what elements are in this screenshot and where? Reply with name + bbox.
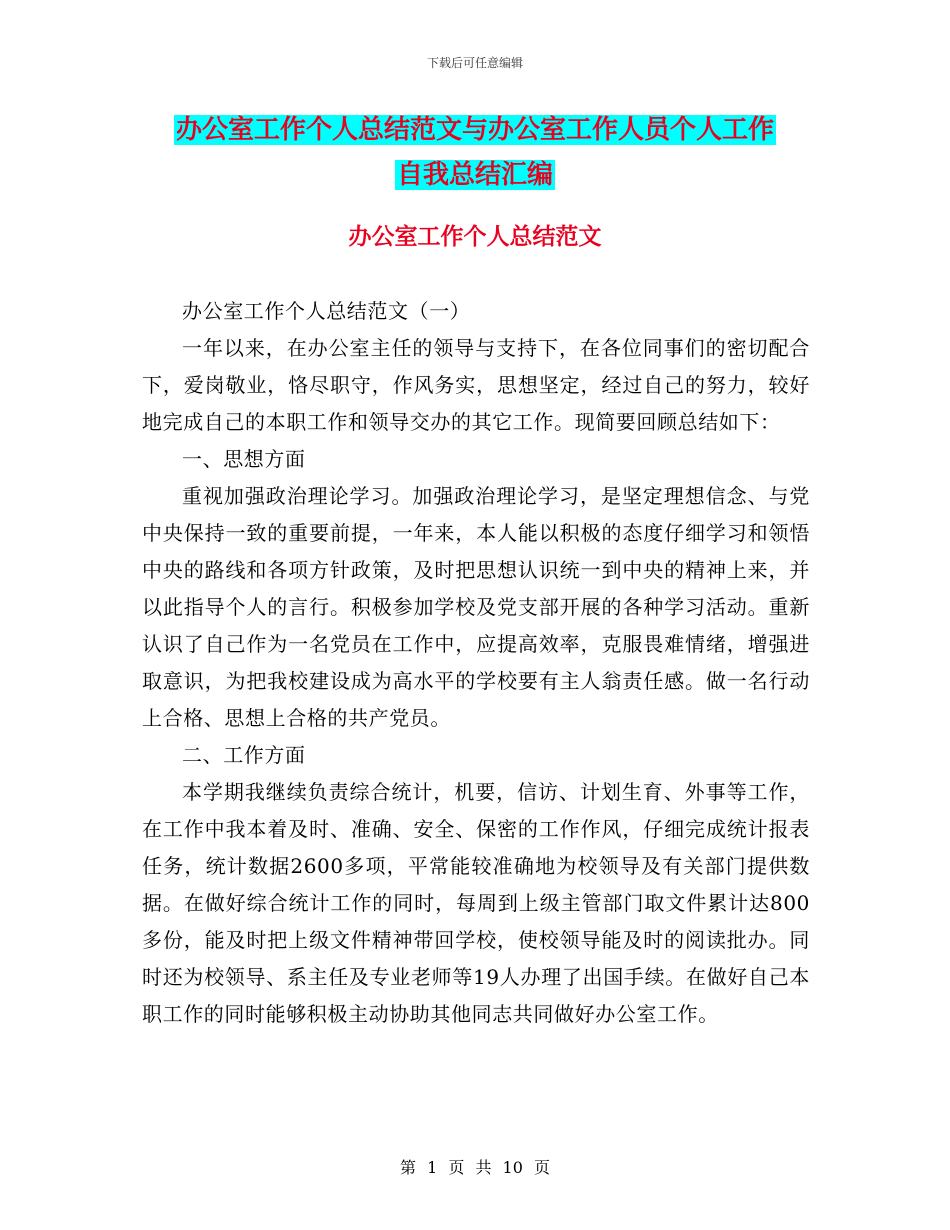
paragraph-intro: 一年以来，在办公室主任的领导与支持下，在各位同事们的密切配合下，爱岗敬业，恪尽职守，作风务实，思想坚定，经过自己的努力，较好地完成自己的本职工作和领导交办的其它工作。现简要回顾总结如下： — [142, 336, 810, 434]
paragraph-subtitle: 办公室工作个人总结范文（一） — [182, 299, 471, 323]
paragraph-thought: 重视加强政治理论学习。加强政治理论学习，是坚定理想信念、与党中央保持一致的重要前提，一年来，本人能以积极的态度仔细学习和领悟中央的路线和各项方针政策，及时把思想认识统一到中央的精神上来，并以此指导个人的言行。积极参加学校及党支部开展的各种学习活动。重新认识了自己作为一名党员在工作中，应提高效率，克服畏难情绪，增强进取意识，为把我校建设成为高水平的学校要有主人翁责任感。做一名行动上合格、思想上合格的共产党员。 — [142, 484, 810, 730]
section-title: 办公室工作个人总结范文 — [348, 223, 602, 250]
document-title-line1: 办公室工作个人总结范文与办公室工作人员个人工作 — [175, 115, 774, 145]
paragraph-work: 本学期我继续负责综合统计，机要，信访、计划生育、外事等工作，在工作中我本着及时、准确、安全、保密的工作作风，仔细完成统计报表任务，统计数据2600多项，平常能较准确地为校领导及有关部门提供数据。在做好综合统计工作的同时，每周到上级主管部门取文件累计达800多份，能及时把上级文件精神带回学校，使校领导能及时的阅读批办。同时还为校领导、系主任及专业老师等19人办理了出国手续。在做好自己本职工作的同时能够积极主动协助其他同志共同做好办公室工作。 — [142, 780, 810, 1026]
header-note: 下载后可任意编辑 — [426, 56, 523, 70]
document-title-line2: 自我总结汇编 — [396, 160, 553, 190]
page-footer: 第 1 页 共 10 页 — [400, 1158, 550, 1177]
document-title — [0, 108, 950, 198]
document-body — [142, 293, 810, 1033]
heading-thought: 一、思想方面 — [182, 447, 306, 471]
heading-work: 二、工作方面 — [182, 743, 306, 767]
